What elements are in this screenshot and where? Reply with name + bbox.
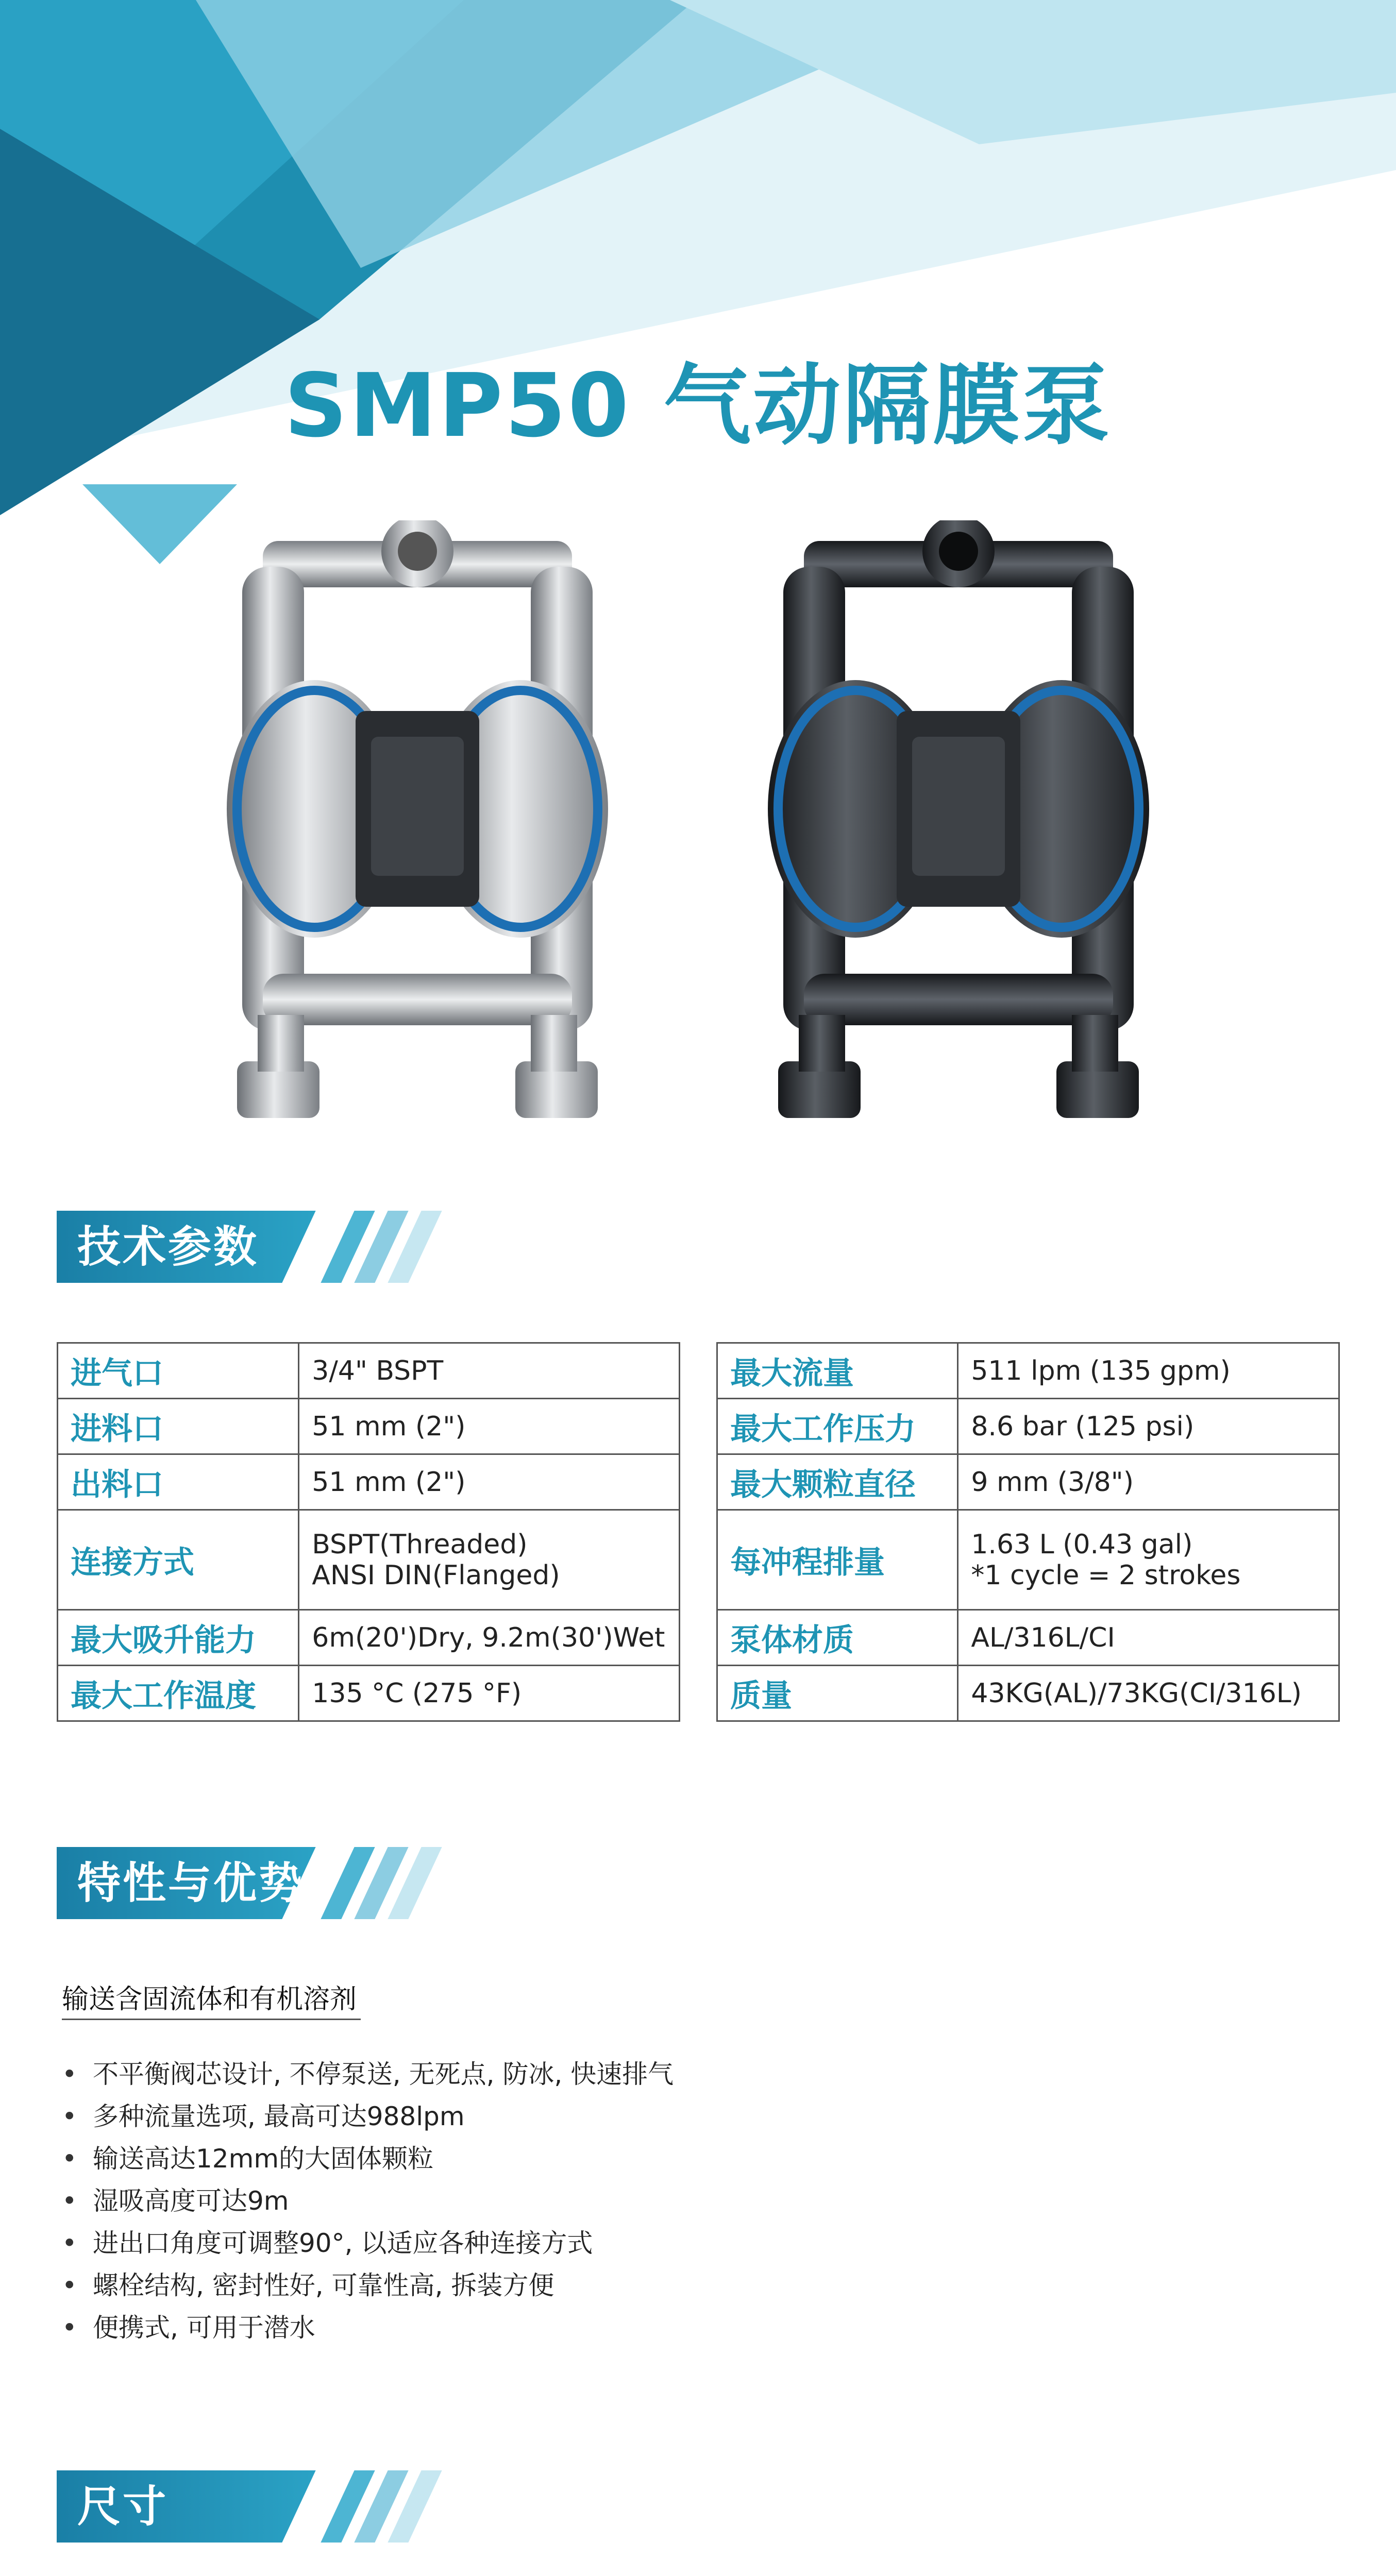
features-list [62, 2053, 674, 2349]
list-item: • 便携式, 可用于潜水 [62, 2307, 674, 2349]
table-row: 每冲程排量 1.63 L (0.43 gal) *1 cycle = 2 strokes [717, 1510, 1339, 1610]
table-row: 最大工作压力 8.6 bar (125 psi) [717, 1399, 1339, 1454]
top-decoration [0, 0, 1396, 567]
page-title: SMP50 气动隔膜泵 [284, 355, 1112, 457]
spec-table-left [57, 1342, 680, 1722]
list-item: • 多种流量选项, 最高可达988lpm [62, 2095, 674, 2138]
table-row: 质量 43KG(AL)/73KG(CI/316L) [717, 1666, 1339, 1721]
features-divider [62, 2019, 361, 2020]
table-row: 最大吸升能力 6m(20')Dry, 9.2m(30')Wet [58, 1610, 680, 1666]
section-header-specs: 技术参数 [57, 1211, 428, 1283]
table-row: 最大流量 511 lpm (135 gpm) [717, 1343, 1339, 1399]
list-item: • 湿吸高度可达9m [62, 2180, 674, 2222]
table-row: 进料口 51 mm (2") [58, 1399, 680, 1454]
features-subtitle: 输送含固流体和有机溶剂 [62, 1984, 357, 2015]
list-item: • 螺栓结构, 密封性好, 可靠性高, 拆装方便 [62, 2264, 674, 2307]
table-row: 最大颗粒直径 9 mm (3/8") [717, 1454, 1339, 1510]
section-header-dimensions: 尺寸 [57, 2470, 428, 2543]
table-row: 进气口 3/4" BSPT [58, 1343, 680, 1399]
table-row: 泵体材质 AL/316L/CI [717, 1610, 1339, 1666]
table-row: 出料口 51 mm (2") [58, 1454, 680, 1510]
table-row: 最大工作温度 135 °C (275 °F) [58, 1666, 680, 1721]
table-row: 连接方式 BSPT(Threaded) ANSI DIN(Flanged) [58, 1510, 680, 1610]
list-item: • 进出口角度可调整90°, 以适应各种连接方式 [62, 2222, 674, 2264]
section-header-features: 特性与优势 [57, 1847, 428, 1919]
spec-table-right [716, 1342, 1340, 1722]
pump-cast-iron-image [758, 520, 1159, 1128]
list-item: • 输送高达12mm的大固体颗粒 [62, 2138, 674, 2180]
list-item: • 不平衡阀芯设计, 不停泵送, 无死点, 防冰, 快速排气 [62, 2053, 674, 2095]
pump-stainless-image [216, 520, 618, 1128]
